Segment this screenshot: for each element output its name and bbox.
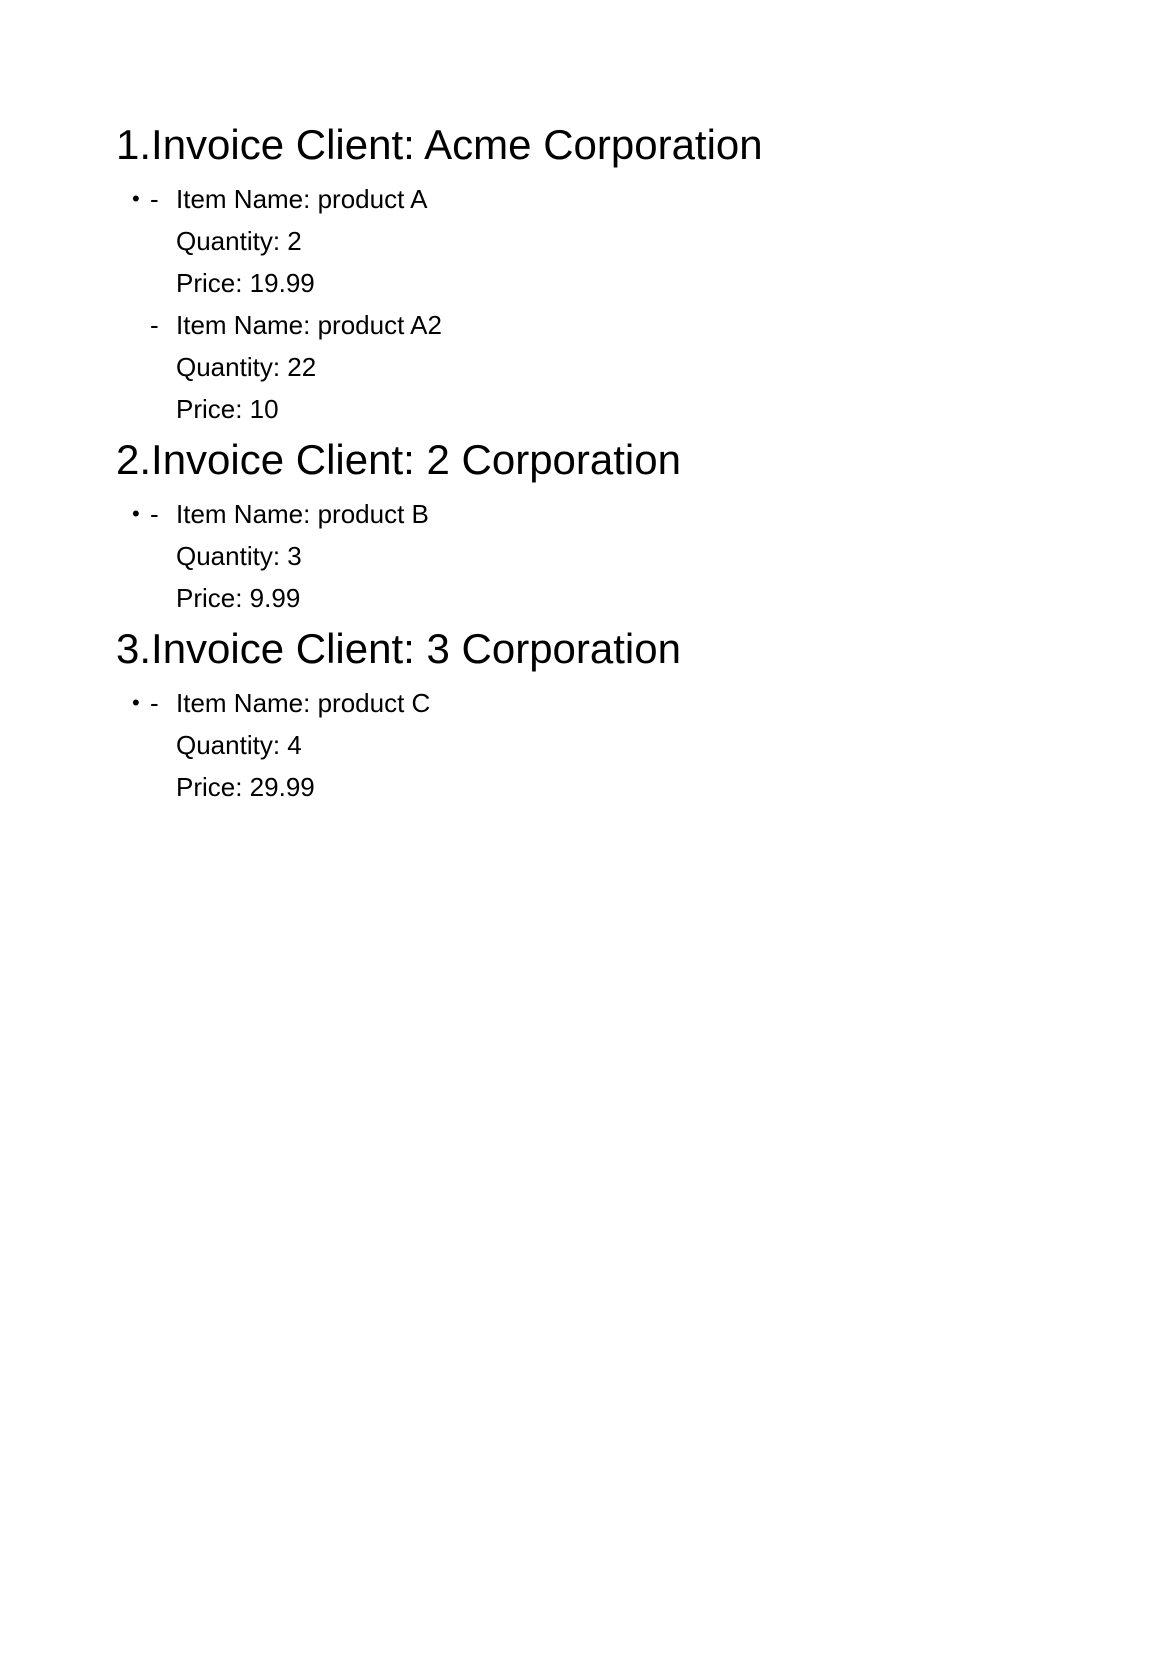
item-price: Price: 19.99 — [176, 268, 315, 298]
bullet-icon: • — [132, 690, 140, 715]
invoice-heading: 1.Invoice Client: Acme Corporation — [116, 121, 763, 168]
item-dash: - — [150, 184, 159, 214]
item-quantity: Quantity: 2 — [176, 226, 302, 256]
item-price: Price: 10 — [176, 394, 279, 424]
item-quantity: Quantity: 4 — [176, 730, 302, 760]
bullet-icon: • — [132, 186, 140, 211]
item-name: Item Name: product A2 — [176, 310, 442, 340]
invoice-heading: 3.Invoice Client: 3 Corporation — [116, 625, 681, 672]
item-price: Price: 9.99 — [176, 583, 301, 613]
item-name: Item Name: product A — [176, 184, 428, 214]
item-quantity: Quantity: 22 — [176, 352, 317, 382]
item-price: Price: 29.99 — [176, 772, 315, 802]
item-dash: - — [150, 688, 159, 718]
item-quantity: Quantity: 3 — [176, 541, 302, 571]
item-dash: - — [150, 310, 159, 340]
item-name: Item Name: product B — [176, 499, 429, 529]
invoice-heading: 2.Invoice Client: 2 Corporation — [116, 436, 681, 483]
item-name: Item Name: product C — [176, 688, 431, 718]
bullet-icon: • — [132, 501, 140, 526]
item-dash: - — [150, 499, 159, 529]
